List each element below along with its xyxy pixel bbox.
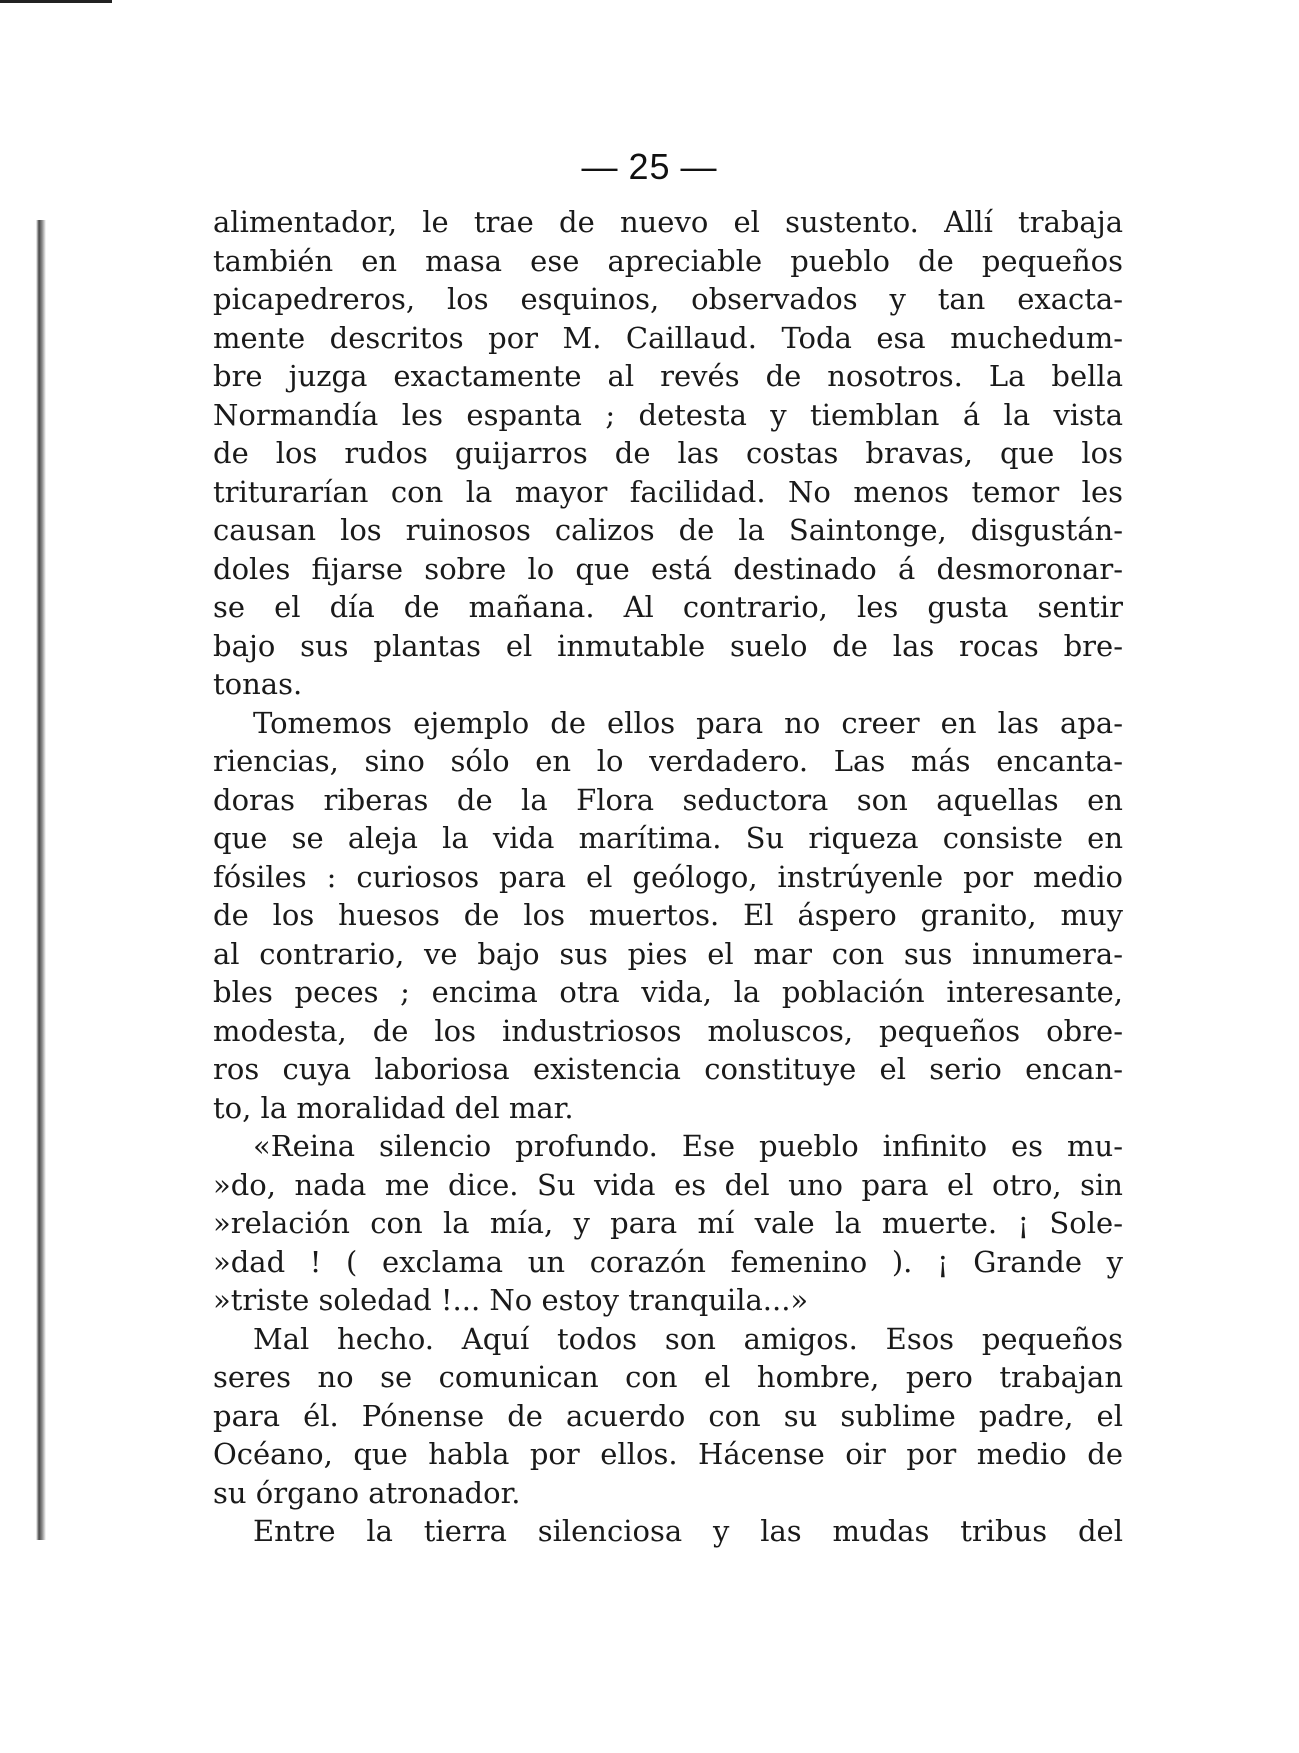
text-line: bajo sus plantas el inmutable suelo de las rocas bre- [213, 628, 1123, 663]
text-line: para él. Pónense de acuerdo con su sublime padre, el [213, 1398, 1123, 1433]
text-line: doras riberas de la Flora seductora son aquellas en [213, 782, 1123, 817]
text-line: riencias, sino sólo en lo verdadero. Las más encanta- [213, 744, 1123, 778]
text-line: Océano, que habla por ellos. Hácense oir por medio de [213, 1437, 1123, 1471]
text-line: »triste soledad !... No estoy tranquila...» [213, 1283, 809, 1317]
scan-edge-top [0, 0, 112, 3]
text-line: seres no se comunican con el hombre, pero trabajan [213, 1360, 1123, 1394]
text-line: se el día de mañana. Al contrario, les gusta sentir [213, 590, 1123, 624]
text-line: triturarían con la mayor facilidad. No menos temor les [213, 474, 1123, 509]
text-line: Normandía les espanta ; detesta y tiemblan á la vista [213, 397, 1123, 432]
text-line: causan los ruinosos calizos de la Saintonge, disgustán- [213, 513, 1123, 547]
text-line: que se aleja la vida marítima. Su riqueza consiste en [213, 821, 1123, 855]
text-line: al contrario, ve bajo sus pies el mar con sus innumera- [213, 936, 1123, 971]
scan-edge-left [36, 220, 48, 1540]
text-line: de los huesos de los muertos. El áspero granito, muy [213, 898, 1123, 932]
page-number-prefix: — [581, 146, 619, 187]
page-number-suffix: — [680, 146, 718, 187]
text-line: de los rudos guijarros de las costas bravas, que los [213, 436, 1123, 470]
body-text [213, 203, 1123, 1551]
text-line: »relación con la mía, y para mí vale la muerte. ¡ Sole- [213, 1206, 1123, 1240]
text-line: alimentador, le trae de nuevo el sustento. Allí trabaja [213, 205, 1123, 239]
page-number-value: 25 [628, 146, 671, 187]
text-line: su órgano atronador. [213, 1475, 521, 1510]
text-line: to, la moralidad del mar. [213, 1090, 574, 1125]
text-line: Entre la tierra silenciosa y las mudas tribus del [253, 1514, 1123, 1548]
text-line: ros cuya laboriosa existencia constituye el serio encan- [213, 1052, 1123, 1086]
text-line: »dad ! ( exclama un corazón femenino ). ¡ Grande y [213, 1244, 1123, 1279]
text-line: «Reina silencio profundo. Ese pueblo infinito es mu- [253, 1129, 1123, 1163]
text-line: mente descritos por M. Caillaud. Toda esa muchedum- [213, 320, 1123, 355]
page-number [0, 146, 1299, 188]
text-line: fósiles : curiosos para el geólogo, instrúyenle por medio [213, 859, 1123, 894]
text-line: doles fijarse sobre lo que está destinado á desmoronar- [213, 551, 1123, 586]
text-line: Mal hecho. Aquí todos son amigos. Esos pequeños [253, 1321, 1123, 1356]
text-line: picapedreros, los esquinos, observados y tan exacta- [213, 282, 1123, 316]
text-line: Tomemos ejemplo de ellos para no creer en las apa- [253, 705, 1123, 740]
text-line: tonas. [213, 667, 303, 701]
text-line: también en masa ese apreciable pueblo de pequeños [213, 243, 1123, 278]
text-line: »do, nada me dice. Su vida es del uno para el otro, sin [213, 1167, 1123, 1202]
text-line: modesta, de los industriosos moluscos, pequeños obre- [213, 1013, 1123, 1048]
text-line: bles peces ; encima otra vida, la población interesante, [213, 975, 1123, 1009]
text-line: bre juzga exactamente al revés de nosotros. La bella [213, 359, 1123, 393]
